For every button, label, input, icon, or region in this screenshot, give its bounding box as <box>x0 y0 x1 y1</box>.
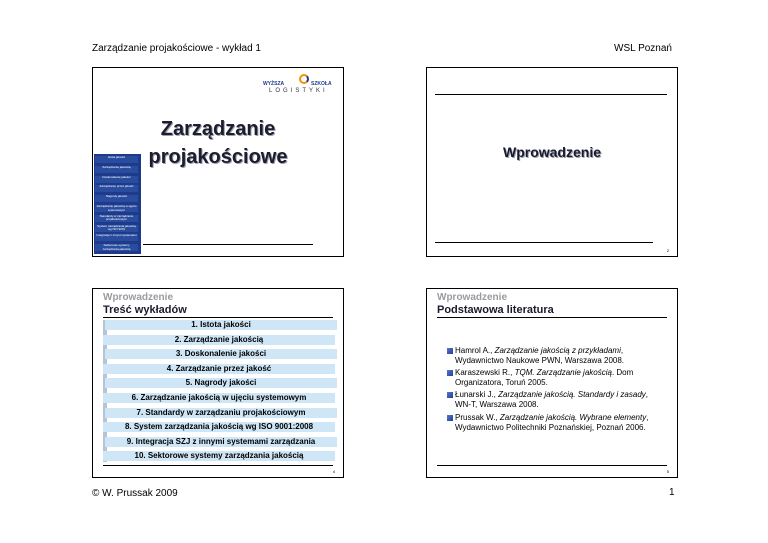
sidebar-item[interactable]: Zarządzanie przez jakość <box>95 185 138 192</box>
topic-item: 4. Zarządzanie przez jakość <box>103 364 335 374</box>
reference-item <box>455 390 661 410</box>
slide-divider <box>143 244 313 245</box>
logo-mark-icon <box>299 74 309 84</box>
reference-title: TQM. Zarządzanie jakością <box>514 368 612 377</box>
slide-top-divider <box>435 94 667 95</box>
reference-item <box>455 413 661 433</box>
reference-item <box>455 346 661 366</box>
logo-text-1a: WYŻSZA <box>263 81 285 87</box>
slide-subtitle: Wprowadzenie <box>437 292 508 303</box>
page-header-right: WSL Poznań <box>614 43 672 54</box>
sidebar-item[interactable]: Zarządzanie jakością w ujęciu systemowym <box>96 205 137 212</box>
sidebar-item[interactable]: System zarządzania jakością wg ISO 9001 <box>95 225 138 232</box>
slide-3 <box>92 288 344 478</box>
sidebar-item[interactable]: Standardy w zarządzaniu projakościowym <box>95 215 138 222</box>
topic-item: 7. Standardy w zarządzaniu projakościowym <box>105 408 337 418</box>
reference-publisher: . Dom Organizatora, Toruń 2005. <box>455 368 634 387</box>
reference-title: Zarządzanie jakością. Wybrane elementy <box>499 413 647 422</box>
reference-title: Zarządzanie jakością. Standardy i zasady <box>498 390 646 399</box>
topic-item: 2. Zarządzanie jakością <box>103 335 335 345</box>
slide-title: Wprowadzenie <box>502 144 601 160</box>
reference-item <box>455 368 661 388</box>
slide-2 <box>426 67 678 257</box>
sidebar-item[interactable]: Istota jakości <box>95 156 138 163</box>
topic-item: 1. Istota jakości <box>105 320 337 330</box>
page-number: 1 <box>669 487 675 498</box>
slide-number: 5 <box>666 469 669 474</box>
slide-bottom-divider <box>435 242 653 243</box>
slide-bottom-divider <box>437 465 667 466</box>
reference-author: Łunarski J., <box>455 390 499 399</box>
reference-publisher: , Wydawnictwo Politechniki Poznańskiej, Poznań 2006. <box>455 413 649 432</box>
slide-title-line-2: projakościowe <box>148 146 288 168</box>
bullet-square-icon <box>447 370 453 376</box>
bullet-square-icon <box>447 392 453 398</box>
sidebar-item[interactable]: Integracja z innymi systemami <box>95 234 138 241</box>
slide-1 <box>92 67 344 257</box>
sidebar-item[interactable]: Nagrody jakości <box>95 195 138 202</box>
slide-subtitle: Wprowadzenie <box>103 292 174 303</box>
sidebar-item[interactable]: Sektorowe systemy zarządzania jakością <box>95 244 138 251</box>
reference-publisher: , Wydawnictwo Naukowe PWN, Warszawa 2008. <box>455 346 625 365</box>
logo <box>263 72 341 98</box>
bullet-square-icon <box>447 415 453 421</box>
slide-4 <box>426 288 678 478</box>
page-header-left: Zarządzanie projakościowe - wykład 1 <box>92 43 261 54</box>
reference-author: Hamrol A., <box>455 346 495 355</box>
topic-item: 5. Nagrody jakości <box>105 378 337 388</box>
logo-text-1b: SZKOŁA <box>311 81 332 87</box>
reference-author: Prussak W., <box>455 413 500 422</box>
reference-author: Karaszewski R., <box>455 368 515 377</box>
reference-title: Zarządzanie jakością z przykładami <box>494 346 621 355</box>
reference-publisher: , WN-T, Warszawa 2008. <box>455 390 649 409</box>
slide-top-divider <box>437 317 667 318</box>
slide-title: Podstawowa literatura <box>437 304 554 316</box>
slide-title-line-1: Zarządzanie <box>160 118 276 140</box>
topic-item: 9. Integracja SZJ z innymi systemami zarządzania <box>105 437 337 447</box>
slide-number: 4 <box>332 469 335 474</box>
slide-top-divider <box>103 317 333 318</box>
sidebar-item[interactable]: Zarządzanie jakością <box>95 166 138 173</box>
slide-title: Treść wykładów <box>103 304 187 316</box>
slide-bottom-divider <box>103 465 333 466</box>
sidebar-item[interactable]: Doskonalenie jakości <box>95 176 138 183</box>
bullet-square-icon <box>447 348 453 354</box>
topic-item: 3. Doskonalenie jakości <box>105 349 337 359</box>
slide-number: 2 <box>666 248 669 253</box>
topic-item: 6. Zarządzanie jakością w ujęciu systemowym <box>103 393 335 403</box>
page-footer-left: © W. Prussak 2009 <box>92 488 178 499</box>
logo-text-2: LOGISTYKI <box>269 88 328 94</box>
topic-item: 8. System zarządzania jakością wg ISO 9001:2008 <box>103 422 335 432</box>
topic-item: 10. Sektorowe systemy zarządzania jakością <box>103 451 335 461</box>
